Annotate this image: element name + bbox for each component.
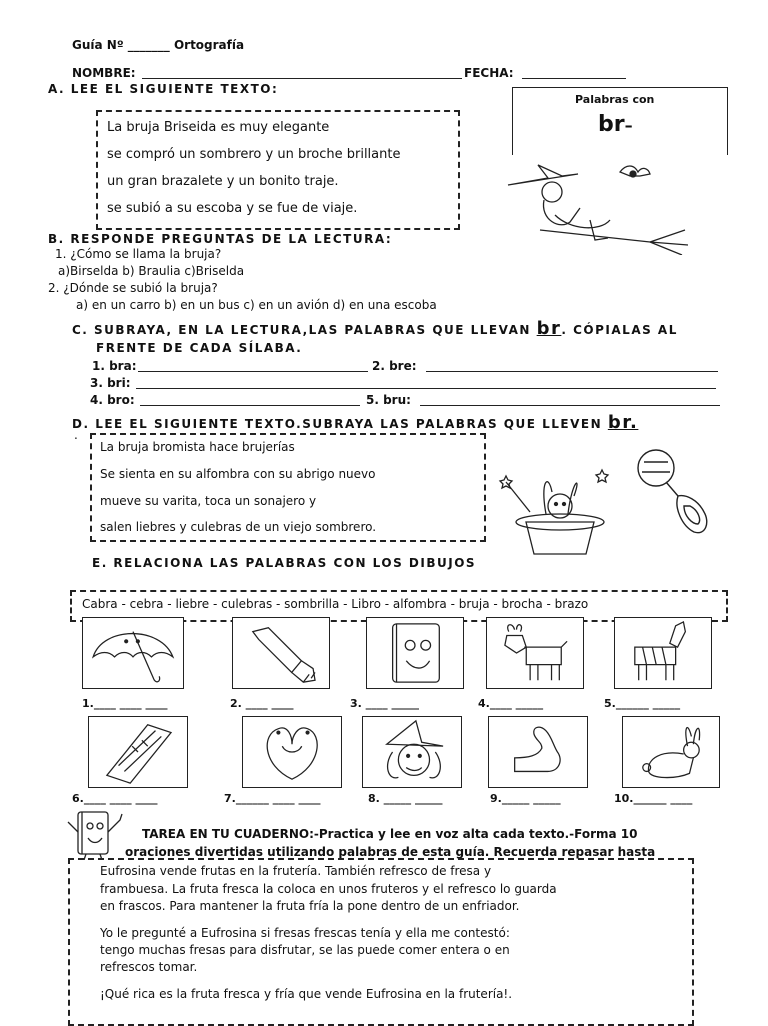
reading-a-line-4: se subió a su escoba y se fue de viaje. <box>107 201 358 216</box>
section-d-title: D. LEE EL SIGUIENTE TEXTO.SUBRAYA LAS PALABRAS QUE LLEVEN br. <box>72 412 639 433</box>
answer-9[interactable]: 9._____ _____ <box>490 792 561 805</box>
fecha-label: FECHA: <box>464 66 514 80</box>
reading-d-line-3: mueve su varita, toca un sonajero y <box>100 494 317 508</box>
section-b-title: B. RESPONDE PREGUNTAS DE LA LECTURA: <box>48 232 393 246</box>
story-p1-line-1: Eufrosina vende frutas en la frutería. También refresco de fresa y <box>100 864 492 878</box>
story-p2-line-3: refrescos tomar. <box>100 960 198 974</box>
palabras-box-title: Palabras con <box>575 93 655 106</box>
story-p1-line-3: en frascos. Para mantener la fruta fría la pone dentro de un enfriador. <box>100 899 520 913</box>
guide-title: Guía Nº _______ Ortografía <box>72 38 245 52</box>
witch-illustration <box>500 160 690 255</box>
syllable-bri-line[interactable] <box>136 388 716 389</box>
answer-4[interactable]: 4.____ _____ <box>478 697 544 710</box>
reading-a-line-1: La bruja Briseida es muy elegante <box>107 120 330 135</box>
section-c-title-line2: FRENTE DE CADA SÍLABA. <box>96 341 303 355</box>
answer-1[interactable]: 1.____ ____ ____ <box>82 697 168 710</box>
answer-5[interactable]: 5.______ _____ <box>604 697 681 710</box>
answer-6[interactable]: 6.____ ____ ____ <box>72 792 158 805</box>
answer-8[interactable]: 8. _____ _____ <box>368 792 443 805</box>
syllable-bra-label: 1. bra: <box>92 359 137 373</box>
question-1-options: a)Birselda b) Braulia c)Briselda <box>58 264 245 278</box>
snakes-icon <box>242 716 342 788</box>
reading-d-line-1: La bruja bromista hace brujerías <box>100 440 295 454</box>
goat-icon <box>486 617 584 689</box>
magic-hat-bunny-illustration <box>496 462 624 558</box>
reading-a-line-2: se compró un sombrero y un broche brillante <box>107 147 401 162</box>
answer-7[interactable]: 7.______ ____ ____ <box>224 792 321 805</box>
question-2: 2. ¿Dónde se subió la bruja? <box>48 281 218 295</box>
nombre-field[interactable] <box>142 78 462 79</box>
section-e-title: E. RELACIONA LAS PALABRAS CON LOS DIBUJOS <box>92 556 477 570</box>
tarea-line-2: oraciones divertidas utilizando palabras de esta guía. Recuerda repasar hasta <box>125 845 656 859</box>
syllable-bra-line[interactable] <box>138 371 368 372</box>
zebra-icon <box>614 617 712 689</box>
arm-icon <box>488 716 588 788</box>
tarea-line-1: TAREA EN TU CUADERNO:-Practica y lee en voz alta cada texto.-Forma 10 <box>142 827 638 841</box>
syllable-bre-label: 2. bre: <box>372 359 417 373</box>
rabbit-icon <box>622 716 720 788</box>
word-bank: Cabra - cebra - liebre - culebras - sombrilla - Libro - alfombra - bruja - brocha - brazo <box>82 597 589 611</box>
book-icon <box>366 617 464 689</box>
story-p2-line-2: tengo muchas fresas para disfrutar, se las puede comer entera o en <box>100 943 510 957</box>
question-1: 1. ¿Cómo se llama la bruja? <box>55 247 222 261</box>
umbrella-icon <box>82 617 184 689</box>
syllable-bre-line[interactable] <box>426 371 718 372</box>
syllable-bru-line[interactable] <box>420 405 720 406</box>
story-p2-line-1: Yo le pregunté a Eufrosina si fresas frescas tenía y ella me contestó: <box>100 926 510 940</box>
rug-icon <box>88 716 188 788</box>
answer-3[interactable]: 3. ____ _____ <box>350 697 419 710</box>
story-p3: ¡Qué rica es la fruta fresca y fría que vende Eufrosina en la frutería!. <box>100 987 513 1001</box>
syllable-bru-label: 5. bru: <box>366 393 411 407</box>
reading-d-line-2: Se sienta en su alfombra con su abrigo nuevo <box>100 467 376 481</box>
reading-d-line-4: salen liebres y culebras de un viejo sombrero. <box>100 520 377 534</box>
syllable-bro-line[interactable] <box>140 405 360 406</box>
nombre-label: NOMBRE: <box>72 66 136 80</box>
paintbrush-icon <box>232 617 330 689</box>
question-2-options: a) en un carro b) en un bus c) en un avión d) en una escoba <box>76 298 437 312</box>
section-c-title: C. SUBRAYA, EN LA LECTURA,LAS PALABRAS QUE LLEVAN br. CÓPIALAS AL <box>72 318 678 339</box>
answer-2[interactable]: 2. ____ ____ <box>230 697 294 710</box>
rattle-illustration <box>634 444 712 544</box>
syllable-bro-label: 4. bro: <box>90 393 135 407</box>
story-p1-line-2: frambuesa. La fruta fresca la coloca en unos fruteros y el refresco lo guarda <box>100 882 557 896</box>
section-d-dot: . <box>74 428 78 442</box>
fecha-field[interactable] <box>522 78 626 79</box>
section-a-title: A. LEE EL SIGUIENTE TEXTO: <box>48 82 279 96</box>
reading-a-line-3: un gran brazalete y un bonito traje. <box>107 174 339 189</box>
answer-10[interactable]: 10.______ ____ <box>614 792 693 805</box>
palabras-box-syllable: br– <box>598 112 633 137</box>
witch-face-icon <box>362 716 462 788</box>
syllable-bri-label: 3. bri: <box>90 376 131 390</box>
notebook-character-icon <box>62 808 126 860</box>
